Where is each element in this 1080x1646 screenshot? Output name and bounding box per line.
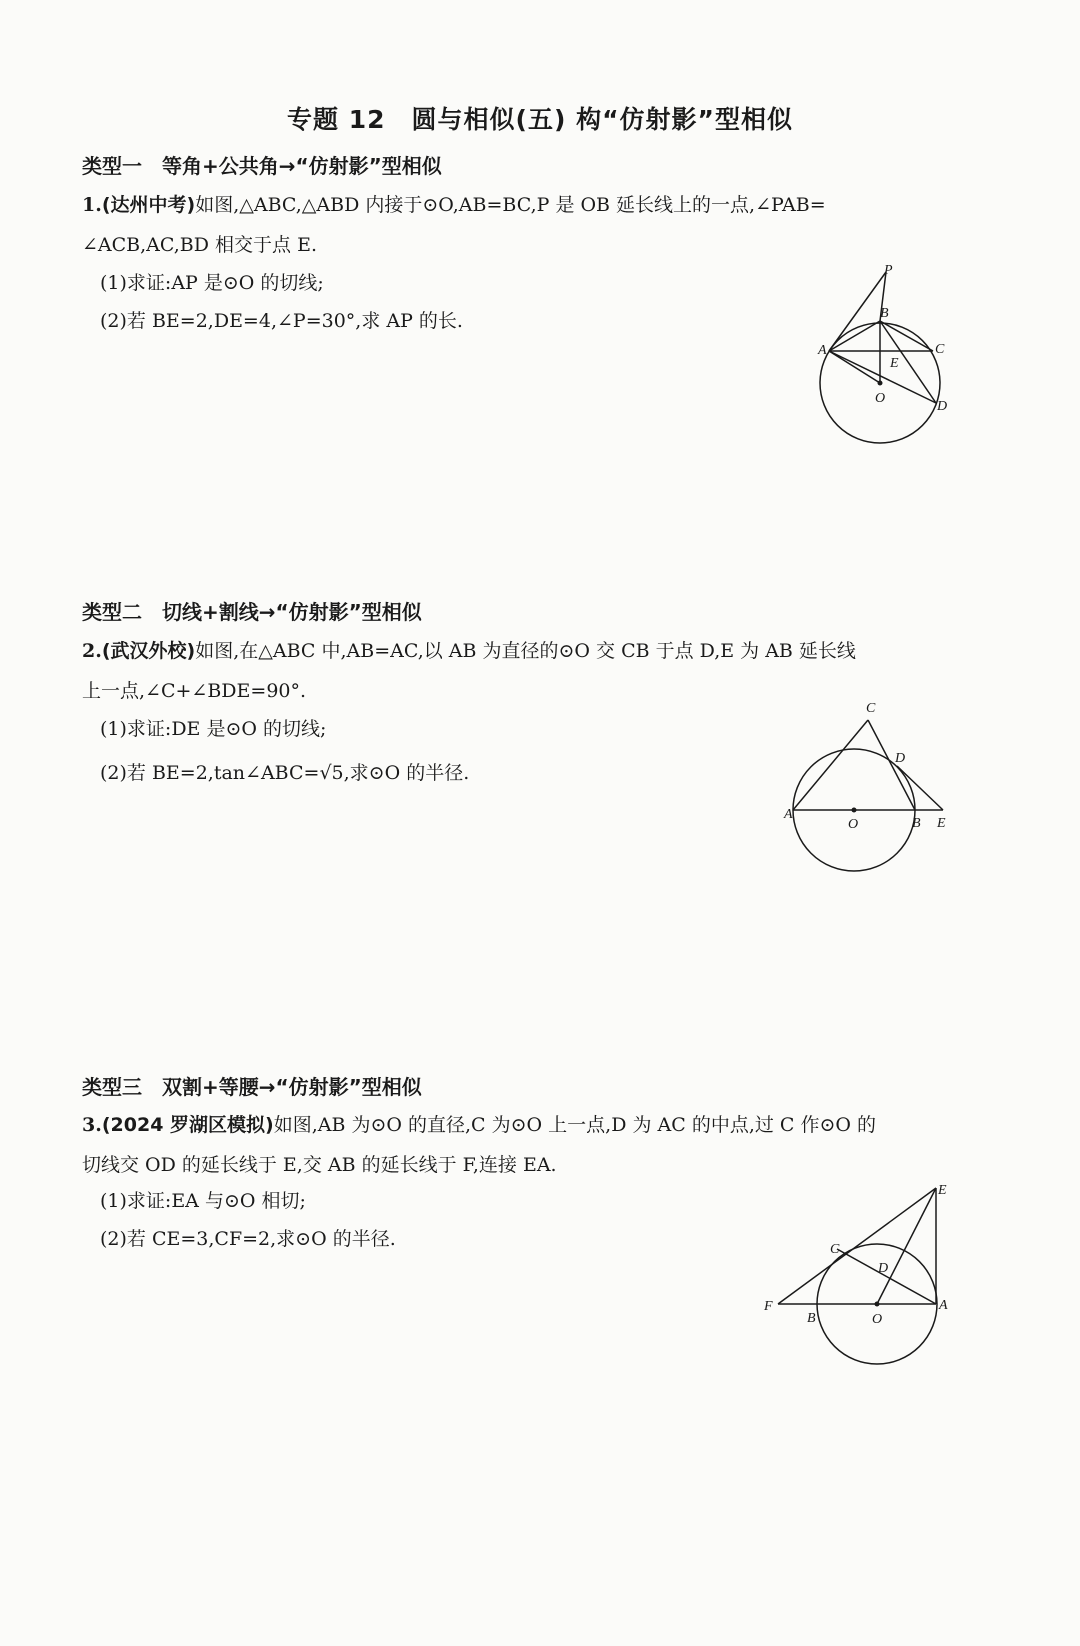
label-O: O [848,817,859,832]
question-source: (达州中考) [101,194,196,216]
label-D: D [878,1261,889,1276]
figure-1 [810,262,1010,462]
question-1-part-2: (2)若 BE=2,DE=4,∠P=30°,求 AP 的长. [100,310,463,332]
question-1-line-1 [82,190,826,217]
label-C: C [830,1242,840,1257]
question-3-part-1: (1)求证:EA 与⊙O 相切; [100,1190,306,1212]
question-number: 2. [82,640,102,662]
question-number: 3. [82,1114,102,1136]
label-O: O [875,391,886,406]
label-O: O [872,1312,883,1327]
label-A: A [939,1298,948,1313]
question-text: 如图,AB 为⊙O 的直径,C 为⊙O 上一点,D 为 AC 的中点,过 C 作⊙O 的 [273,1114,877,1136]
question-2-line-2: 上一点,∠C+∠BDE=90°. [82,680,307,702]
type-heading-1: 类型一 等角+公共角→“仿射影”型相似 [82,154,442,178]
question-source: (2024 罗湖区模拟) [101,1114,274,1136]
question-1-line-2: ∠ACB,AC,BD 相交于点 E. [82,234,317,256]
label-E: E [937,816,946,831]
question-3-line-1 [82,1110,876,1137]
label-F: F [764,1299,773,1314]
question-text: 如图,△ABC,△ABD 内接于⊙O,AB=BC,P 是 OB 延长线上的一点,∠PAB= [195,194,826,216]
type-heading-2: 类型二 切线+割线→“仿射影”型相似 [82,600,422,624]
type-heading-3: 类型三 双割+等腰→“仿射影”型相似 [82,1075,422,1099]
question-3-line-2: 切线交 OD 的延长线于 E,交 AB 的延长线于 F,连接 EA. [82,1154,557,1176]
label-B: B [880,306,889,321]
label-C: C [866,701,876,716]
label-E: E [938,1183,947,1198]
label-E: E [890,356,899,371]
question-2-part-2: (2)若 BE=2,tan∠ABC=√5,求⊙O 的半径. [100,762,470,784]
page-title: 专题 12 圆与相似(五) 构“仿射影”型相似 [287,105,793,134]
label-P: P [884,263,893,278]
question-number: 1. [82,194,102,216]
label-B: B [912,816,921,831]
label-C: C [935,342,945,357]
label-A: A [818,343,827,358]
question-2-part-1: (1)求证:DE 是⊙O 的切线; [100,718,327,740]
question-2-line-1 [82,636,856,663]
figure-2 [782,700,982,880]
question-source: (武汉外校) [101,640,196,662]
question-1-part-1: (1)求证:AP 是⊙O 的切线; [100,272,324,294]
question-text: 如图,在△ABC 中,AB=AC,以 AB 为直径的⊙O 交 CB 于点 D,E 为 AB 延长线 [195,640,856,662]
label-D: D [937,399,948,414]
label-D: D [895,751,906,766]
figure-3 [760,1178,960,1378]
label-A: A [784,807,793,822]
question-3-part-2: (2)若 CE=3,CF=2,求⊙O 的半径. [100,1228,396,1250]
label-B: B [807,1311,816,1326]
